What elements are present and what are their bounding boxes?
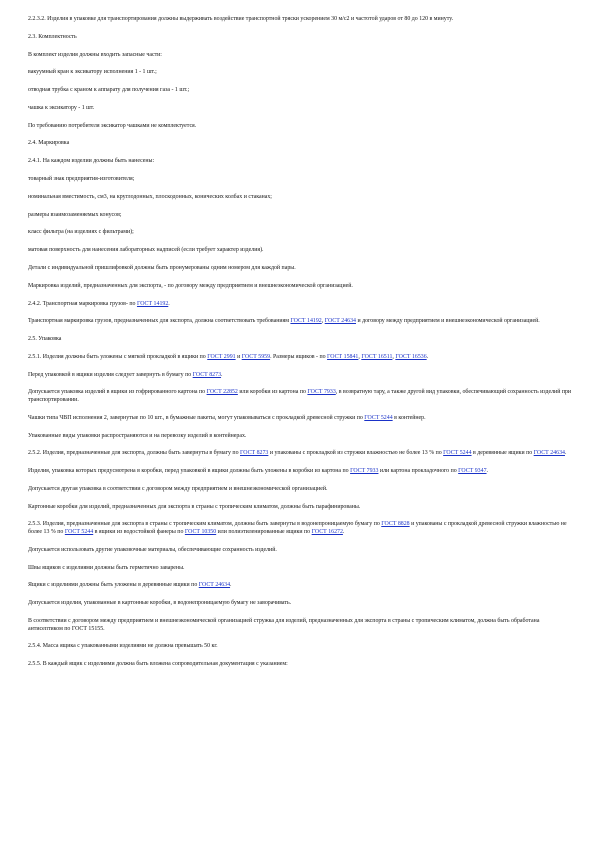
paragraph-text: 2.5.5. В каждый ящик с изделиями должна быть вложена сопроводительная документация с указанием: [28,661,288,668]
paragraph-text: или коробки из картона по [237,389,308,396]
paragraph-text: 2.4. Маркировка [28,140,70,147]
paragraph-text: или полиэтиленированные ящики по [216,529,312,536]
paragraph [28,158,573,166]
gost-reference-link[interactable]: ГОСТ 16511 [361,353,393,360]
paragraph-text: 2.5.1. Изделия должны быть уложены с мягкой прокладкой в ящики по [28,353,208,360]
paragraph-text: отводная трубка с краном к аппарату для получения газа - 1 шт.; [28,87,190,94]
paragraph [28,372,573,380]
paragraph [28,547,573,555]
gost-reference-link[interactable]: ГОСТ 8828 [381,521,410,528]
paragraph [28,415,573,423]
paragraph [28,504,573,512]
paragraph [28,34,573,42]
paragraph-text: 2.5.4. Масса ящика с упакованными изделиями не должна превышать 50 кг. [28,643,218,650]
paragraph-text: . [221,371,223,378]
gost-reference-link[interactable]: ГОСТ 5244 [364,414,393,421]
paragraph-text: , [358,353,362,360]
paragraph-text: По требованию потребителя эксикатор чашками не комплектуется. [28,122,197,129]
paragraph [28,565,573,573]
paragraph [28,212,573,220]
paragraph-text: . [342,529,345,536]
gost-reference-link[interactable]: ГОСТ 7933 [350,468,379,475]
paragraph-text: . [486,468,489,475]
paragraph [28,52,573,60]
paragraph-text: 2.5.3. Изделия, предназначенные для экспорта в страны с тропическим климатом, должны быть завернуты в водонепроницаемую бумагу по [28,521,382,528]
paragraph-text: в ящики из водостойкой фанеры по [93,529,185,536]
gost-reference-link[interactable]: ГОСТ 9347 [458,468,487,475]
paragraph-text: Допускается упаковка изделий в ящики из гофрированного картона по [28,389,207,396]
paragraph [28,69,573,77]
paragraph-text: Транспортная маркировка грузов, предназначенных для экспорта, должна соответствовать требованиям [28,318,291,325]
paragraph-text: матовая поверхность для нанесения лабораторных надписей (если требует характер изделия). [28,247,264,254]
gost-reference-link[interactable]: ГОСТ 5244 [443,450,472,457]
paragraph [28,600,573,608]
paragraph-text: . [564,450,567,457]
paragraph-text: чашка к эксикатору - 1 шт. [28,104,95,111]
gost-reference-link[interactable]: ГОСТ 14192 [136,300,169,307]
paragraph-text: 2.4.2. Транспортная маркировка грузов- по [28,300,137,307]
paragraph [28,643,573,651]
paragraph-text: В комплект изделия должны входить запасные части: [28,51,162,58]
paragraph [28,389,573,404]
paragraph [28,301,573,309]
paragraph-text: размеры взаимозаменяемых конусов; [28,211,122,218]
gost-reference-link[interactable]: ГОСТ 16536 [395,353,427,360]
paragraph-text: Допускается другая упаковка в соответствии с договором между предприятием и внешнеэкономической организацией. [28,485,328,492]
paragraph-text: 2.5. Упаковка [28,336,62,343]
paragraph [28,123,573,131]
paragraph-text: и договору между предприятием и внешнеэкономической организацией. [356,318,540,325]
paragraph-text: 2.5.2. Изделия, предназначенные для экспорта, должны быть завернуты в бумагу по [28,450,240,457]
paragraph-text: товарный знак предприятия-изготовителя; [28,176,135,183]
paragraph [28,521,573,536]
paragraph-text: в контейнер. [392,414,426,421]
paragraph [28,336,573,344]
gost-reference-link[interactable]: ГОСТ 5959 [241,353,271,360]
paragraph-text: . [168,300,170,307]
gost-reference-link[interactable]: ГОСТ 5244 [64,529,94,536]
gost-reference-link[interactable]: ГОСТ 24634 [324,318,356,325]
paragraph-text: 2.3. Комплектность [28,33,77,40]
paragraph-text: . Размеры ящиков - по [270,353,328,360]
paragraph [28,16,573,24]
paragraph-text: Изделия, упаковка которых предусмотрена в коробки, перед упаковкой в ящики должны быть уложены в коробки из картона по [28,468,351,475]
gost-reference-link[interactable]: ГОСТ 15841 [327,353,359,360]
gost-reference-link[interactable]: ГОСТ 8273 [240,450,269,457]
paragraph-text: класс фильтра (на изделиях с фильтрами); [28,229,134,236]
gost-reference-link[interactable]: ГОСТ 22852 [206,389,238,396]
paragraph-text: , [392,353,396,360]
paragraph-text: и упакованы с прокладкой из стружки влажностью не более 13 % по [268,450,444,457]
paragraph [28,450,573,458]
paragraph [28,176,573,184]
paragraph-text: Детали с индивидуальной пришлифовкой должны быть пронумерованы одним номером для каждой пары. [28,264,296,271]
paragraph [28,618,573,633]
gost-reference-link[interactable]: ГОСТ 24634 [198,582,231,589]
gost-reference-link[interactable]: ГОСТ 24634 [533,450,565,457]
paragraph-text: Чашки типа ЧВП исполнения 2, завернутые по 10 шт., в бумажные пакеты, могут упаковываться с прокладкой древесной стружки по [28,414,365,421]
paragraph [28,105,573,113]
paragraph-text: Ящики с изделиями должны быть уложены в деревянные ящики по [28,582,199,589]
paragraph-text: 2.2.3.2. Изделия в упаковке для транспортирования должны выдерживать воздействие транспортной тряски ускорением 30 м/с2 и частотой ударов от 80 до 120 в минуту. [28,16,454,22]
gost-reference-link[interactable]: ГОСТ 8273 [192,371,222,378]
paragraph-text: Маркировка изделий, предназначенных для экспорта, - по договору между предприятием и внешнеэкономической организацией. [28,282,353,289]
paragraph [28,140,573,148]
paragraph-text: и упакованы с прокладкой древесной стружки влажностью не более 13 % по [28,521,567,536]
paragraph [28,247,573,255]
gost-reference-link[interactable]: ГОСТ 16272 [311,529,343,536]
paragraph-text: и [235,353,242,360]
paragraph-text: Допускается изделия, упакованные в картонные коробки, в водонепроницаемую бумагу не заворачивать. [28,600,292,607]
paragraph [28,265,573,273]
gost-reference-link[interactable]: ГОСТ 7933 [307,389,336,396]
gost-reference-link[interactable]: ГОСТ 2991 [207,353,236,360]
paragraph-text: В соответствии с договором между предприятием и внешнеэкономической организацией стружка для изделий, предназначенных для экспорта в страны с тропическим климатом, должна быть обработана антисептиком по ГОСТ 15155. [28,617,540,632]
paragraph-text: Упакованные виды упаковки распространяются и на перевозку изделий в контейнерах. [28,432,247,439]
paragraph-text: вакуумный кран к эксикатору исполнения 1 - 1 шт.; [28,69,157,76]
paragraph-text: Допускается использовать другие упаковочные материалы, обеспечивающие сохранность изделий. [28,546,277,553]
paragraph-text: , [321,318,325,325]
paragraph [28,486,573,494]
paragraph-text: Швы ящиков с изделиями должны быть герметично заварены. [28,564,185,571]
paragraph-text: Перед упаковкой в ящики изделия следует завернуть в бумагу по [28,371,193,378]
gost-reference-link[interactable]: ГОСТ 14192 [290,318,322,325]
paragraph [28,283,573,291]
paragraph-text: 2.4.1. На каждом изделии должны быть нанесены: [28,158,155,165]
paragraph [28,468,573,476]
paragraph [28,433,573,441]
paragraph [28,229,573,237]
paragraph-text: . [230,582,232,589]
gost-reference-link[interactable]: ГОСТ 10350 [184,529,217,536]
paragraph-text: . [426,353,429,360]
paragraph-text: Картонные коробки для изделий, предназначенных для экспорта в страны с тропическим климатом, должны быть парафинированы. [28,503,361,510]
paragraph [28,87,573,95]
paragraph-text: или картона прокладочного по [378,468,459,475]
paragraph-text: номинальная вместимость, см3, на круглодонных, плоскодонных, конических колбах и стаканах; [28,193,272,200]
paragraph-text: , в возвратную тару, а также другой вид упаковки, обеспечивающий сохранность изделий при транспортировании. [28,389,572,403]
paragraph-text: в деревянные ящики по [471,450,534,457]
paragraph [28,661,573,669]
paragraph [28,582,573,590]
paragraph [28,318,573,326]
paragraph [28,194,573,202]
paragraph [28,354,573,362]
